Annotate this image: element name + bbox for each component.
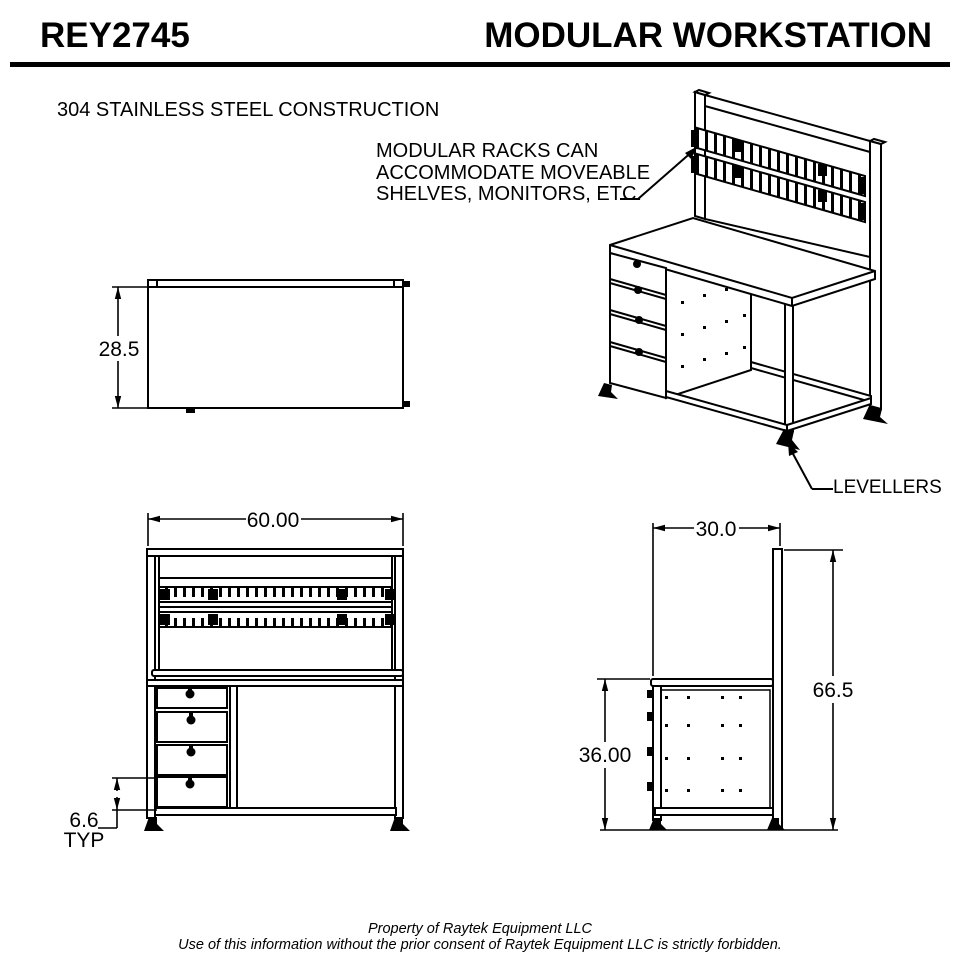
front-view-drawers [157, 686, 227, 807]
iso-drawer-cabinet [610, 253, 666, 398]
levellers-label: LEVELLERS [833, 477, 942, 498]
front-view-worktop [152, 670, 403, 676]
dim-worktop-height-value: 36.00 [578, 744, 632, 767]
note-construction: 304 STAINLESS STEEL CONSTRUCTION [57, 99, 440, 121]
part-number: REY2745 [40, 16, 190, 55]
note-racks-line1: MODULAR RACKS CAN [376, 140, 599, 162]
note-racks-line2: ACCOMMODATE MOVEABLE [376, 161, 651, 184]
iso-front-leg [785, 304, 793, 431]
page-title: MODULAR WORKSTATION [484, 16, 932, 55]
levellers-leader-line [788, 442, 833, 489]
front-view [64, 509, 410, 852]
front-view-bottom-rail [155, 808, 396, 815]
dim-top-depth [99, 287, 148, 408]
dim-overall-height-value: 66.5 [812, 679, 854, 702]
side-view-back-panel [773, 549, 782, 828]
dim-overall-width [148, 509, 403, 546]
side-view-bottom-rail [655, 808, 773, 815]
note-racks-line3: SHELVES, MONITORS, ETC. [376, 183, 642, 205]
dim-depth [653, 518, 780, 676]
dim-drawer-height-value: 6.6 [69, 809, 99, 832]
footer-property-line: Property of Raytek Equipment LLC [367, 921, 593, 937]
dim-worktop-height [579, 679, 650, 830]
dim-drawer-height-typ: TYP [63, 829, 105, 852]
front-view-rack-rail-2 [159, 612, 395, 627]
front-view-levellers [144, 817, 410, 831]
isometric-view [598, 90, 888, 489]
dim-drawer-height [64, 778, 157, 852]
side-view-levellers [649, 818, 785, 830]
side-view [579, 518, 854, 830]
dim-overall-height [784, 550, 853, 830]
dim-overall-width-value: 60.00 [246, 509, 300, 532]
side-view-worktop [651, 679, 773, 686]
dim-depth-value: 30.0 [695, 518, 737, 541]
front-view-rack-rail-1 [159, 587, 395, 602]
dim-top-depth-value: 28.5 [98, 338, 140, 361]
racks-leader-line [620, 146, 698, 199]
top-view [99, 280, 410, 413]
footer-legal-line: Use of this information without the prior consent of Raytek Equipment LLC is strictly forbidden. [178, 937, 782, 953]
side-view-perforations [665, 696, 742, 792]
